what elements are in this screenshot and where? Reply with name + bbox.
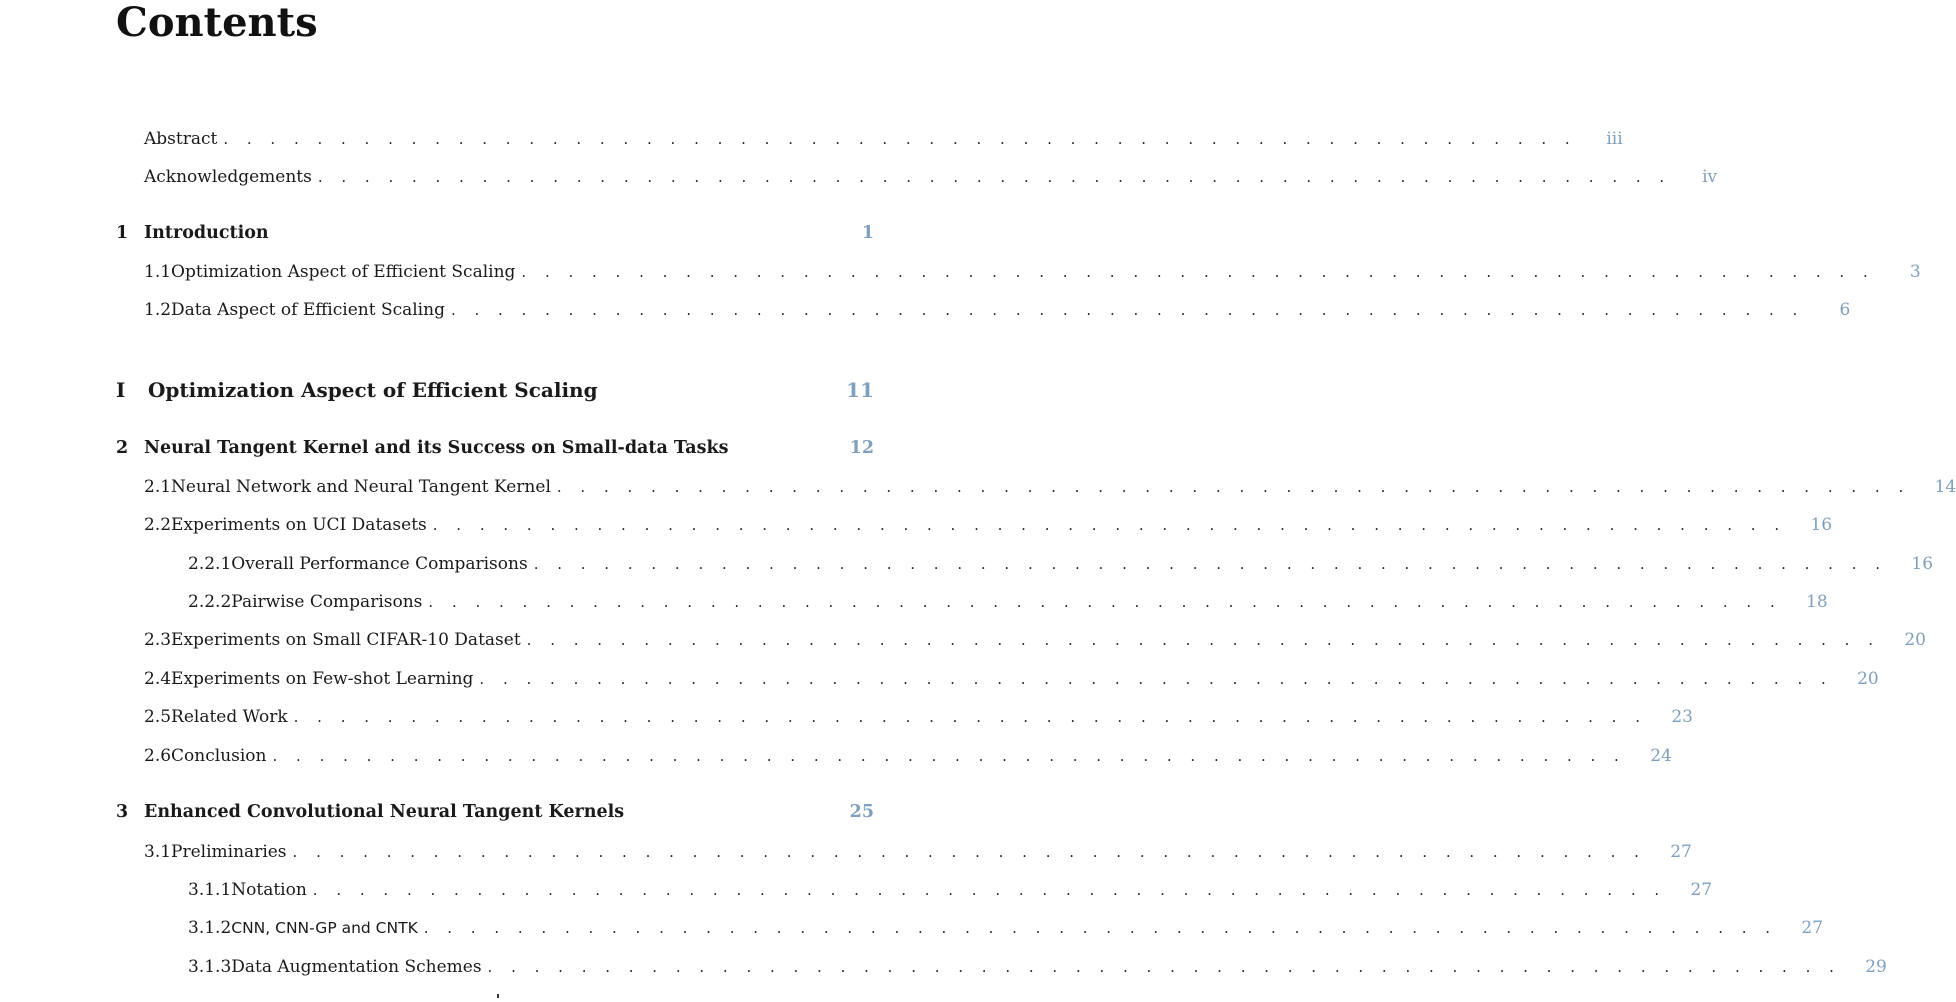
toc-number: 1.1 xyxy=(144,262,172,282)
toc-section-2-2[interactable] xyxy=(144,515,1833,535)
toc-page[interactable]: 1 xyxy=(861,223,874,243)
toc-section-1-1[interactable] xyxy=(144,262,1921,282)
toc-page[interactable]: 20 xyxy=(1904,630,1926,650)
toc-subsection-3-1-3[interactable] xyxy=(188,957,1887,977)
toc-number: 2.2 xyxy=(144,515,172,535)
leader-dots: . . . . . . . . . . . . . . . . . . . . . . . . . . . . . . . . . . . . . . . . . . . . . . . . . . . . . . . . . . xyxy=(293,708,1647,726)
toc-page[interactable]: 27 xyxy=(1801,918,1824,938)
toc-label: Neural Network and Neural Tangent Kernel xyxy=(171,477,551,497)
toc-page[interactable]: 18 xyxy=(1806,592,1828,612)
page-edge-mark xyxy=(497,994,499,998)
toc-part-1[interactable] xyxy=(116,378,874,402)
toc-label: Experiments on Few-shot Learning xyxy=(171,669,474,689)
leader-dots: . . . . . . . . . . . . . . . . . . . . . . . . . . . . . . . . . . . . . . . . . . . . . . . . . . . . . . . . . . xyxy=(450,301,1805,319)
toc-label: Acknowledgements xyxy=(144,167,312,187)
toc-number: 1 xyxy=(116,223,129,243)
leader-dots: . . . . . . . . . . . . . . . . . . . . . . . . . . . . . . . . . . . . . . . . . . . . . . . . . . . . . . . . . . xyxy=(479,670,1833,688)
toc-number: 2 xyxy=(116,438,129,458)
toc-page[interactable]: 14 xyxy=(1934,477,1956,497)
toc-chapter-3[interactable] xyxy=(116,802,874,822)
toc-number: 3.1 xyxy=(144,842,172,862)
toc-chapter-2[interactable] xyxy=(116,438,874,458)
toc-number: 1.2 xyxy=(144,300,172,320)
toc-number: 2.3 xyxy=(144,630,172,650)
leader-dots: . . . . . . . . . . . . . . . . . . . . . . . . . . . . . . . . . . . . . . . . . . . . . . . . . . . . . . . . . . xyxy=(487,958,1841,976)
toc-entry-abstract[interactable] xyxy=(144,129,1623,149)
toc-section-1-2[interactable] xyxy=(144,300,1851,320)
page-title: Contents xyxy=(116,0,318,46)
toc-section-3-1[interactable] xyxy=(144,842,1692,862)
toc-number: 3.1.3 xyxy=(188,957,232,977)
toc-label: Pairwise Comparisons xyxy=(231,592,423,612)
toc-label: Overall Performance Comparisons xyxy=(231,554,528,574)
toc-subsection-3-1-2[interactable] xyxy=(188,918,1824,938)
toc-page[interactable]: 3 xyxy=(1909,262,1921,282)
toc-section-2-6[interactable] xyxy=(144,746,1672,766)
toc-label: CNN, CNN-GP and CNTK xyxy=(231,919,418,937)
toc-label: Optimization Aspect of Efficient Scaling xyxy=(148,378,598,402)
toc-section-2-5[interactable] xyxy=(144,707,1693,727)
toc-page[interactable]: 6 xyxy=(1839,300,1851,320)
leader-dots: . . . . . . . . . . . . . . . . . . . . . . . . . . . . . . . . . . . . . . . . . . . . . . . . . . . . . . . . . . xyxy=(526,631,1880,649)
toc-number: 2.1 xyxy=(144,477,172,497)
toc-number: 2.6 xyxy=(144,746,172,766)
toc-label: Introduction xyxy=(144,223,269,243)
toc-subsection-2-2-2[interactable] xyxy=(188,592,1828,612)
toc-page[interactable]: iii xyxy=(1606,129,1623,149)
toc-label: Experiments on Small CIFAR-10 Dataset xyxy=(171,630,521,650)
toc-page[interactable]: 24 xyxy=(1650,746,1672,766)
toc-label: Experiments on UCI Datasets xyxy=(171,515,427,535)
leader-dots: . . . . . . . . . . . . . . . . . . . . . . . . . . . . . . . . . . . . . . . . . . . . . . . . . . . . . . . . . . xyxy=(312,881,1667,899)
toc-entry-acknowledgements[interactable] xyxy=(144,167,1718,187)
toc-label: Conclusion xyxy=(171,746,267,766)
toc-label: Data Aspect of Efficient Scaling xyxy=(171,300,445,320)
toc-number: 2.2.2 xyxy=(188,592,232,612)
toc-page[interactable]: 27 xyxy=(1690,880,1713,900)
toc-page[interactable]: 16 xyxy=(1810,515,1833,535)
toc-section-2-3[interactable] xyxy=(144,630,1926,650)
toc-page[interactable]: 23 xyxy=(1671,707,1693,727)
toc-page[interactable]: 25 xyxy=(849,802,874,822)
toc-label: Notation xyxy=(231,880,307,900)
toc-label: Preliminaries xyxy=(171,842,287,862)
toc-number: 2.4 xyxy=(144,669,172,689)
toc-number: 3 xyxy=(116,802,129,822)
toc-number: 2.5 xyxy=(144,707,172,727)
leader-dots: . . . . . . . . . . . . . . . . . . . . . . . . . . . . . . . . . . . . . . . . . . . . . . . . . . . . . . . . . . xyxy=(533,555,1888,573)
toc-label: Abstract xyxy=(144,129,218,149)
toc-section-2-4[interactable] xyxy=(144,669,1879,689)
leader-dots: . . . . . . . . . . . . . . . . . . . . . . . . . . . . . . . . . . . . . . . . . . . . . . . . . . . . . . . . . . xyxy=(428,593,1782,611)
leader-dots: . . . . . . . . . . . . . . . . . . . . . . . . . . . . . . . . . . . . . . . . . . . . . . . . . . . . . . . . . . xyxy=(521,263,1875,281)
toc-subsection-2-2-1[interactable] xyxy=(188,554,1934,574)
toc-number: 2.2.1 xyxy=(188,554,232,574)
leader-dots: . . . . . . . . . . . . . . . . . . . . . . . . . . . . . . . . . . . . . . . . . . . . . . . . . . . . . . . . . . xyxy=(292,843,1646,861)
toc-page[interactable]: 11 xyxy=(846,378,874,402)
leader-dots: . . . . . . . . . . . . . . . . . . . . . . . . . . . . . . . . . . . . . . . . . . . . . . . . . . . . . . . . . . xyxy=(223,130,1577,148)
leader-dots: . . . . . . . . . . . . . . . . . . . . . . . . . . . . . . . . . . . . . . . . . . . . . . . . . . . . . . . . . . xyxy=(432,516,1787,534)
toc-number: I xyxy=(116,378,126,402)
toc-label: Data Augmentation Schemes xyxy=(231,957,482,977)
toc-page[interactable]: iv xyxy=(1702,167,1718,187)
toc-label: Related Work xyxy=(171,707,288,727)
toc-page[interactable]: 27 xyxy=(1670,842,1692,862)
toc-number: 3.1.2 xyxy=(188,918,232,938)
leader-dots: . . . . . . . . . . . . . . . . . . . . . . . . . . . . . . . . . . . . . . . . . . . . . . . . . . . . . . . . . . xyxy=(556,478,1911,496)
toc-page[interactable]: 20 xyxy=(1857,669,1879,689)
leader-dots: . . . . . . . . . . . . . . . . . . . . . . . . . . . . . . . . . . . . . . . . . . . . . . . . . . . . . . . . . . xyxy=(423,919,1778,937)
toc-chapter-1[interactable] xyxy=(116,223,874,243)
toc-page[interactable]: 29 xyxy=(1865,957,1887,977)
leader-dots: . . . . . . . . . . . . . . . . . . . . . . . . . . . . . . . . . . . . . . . . . . . . . . . . . . . . . . . . . . xyxy=(317,168,1672,186)
toc-label: Enhanced Convolutional Neural Tangent Kernels xyxy=(144,802,625,822)
toc-section-2-1[interactable] xyxy=(144,477,1956,497)
toc-label: Neural Tangent Kernel and its Success on Small-data Tasks xyxy=(144,438,729,458)
toc-subsection-3-1-1[interactable] xyxy=(188,880,1713,900)
leader-dots: . . . . . . . . . . . . . . . . . . . . . . . . . . . . . . . . . . . . . . . . . . . . . . . . . . . . . . . . . . xyxy=(272,747,1626,765)
toc-label: Optimization Aspect of Efficient Scaling xyxy=(171,262,516,282)
toc-number: 3.1.1 xyxy=(188,880,232,900)
toc-page[interactable]: 16 xyxy=(1911,554,1934,574)
toc-page[interactable]: 12 xyxy=(849,438,874,458)
